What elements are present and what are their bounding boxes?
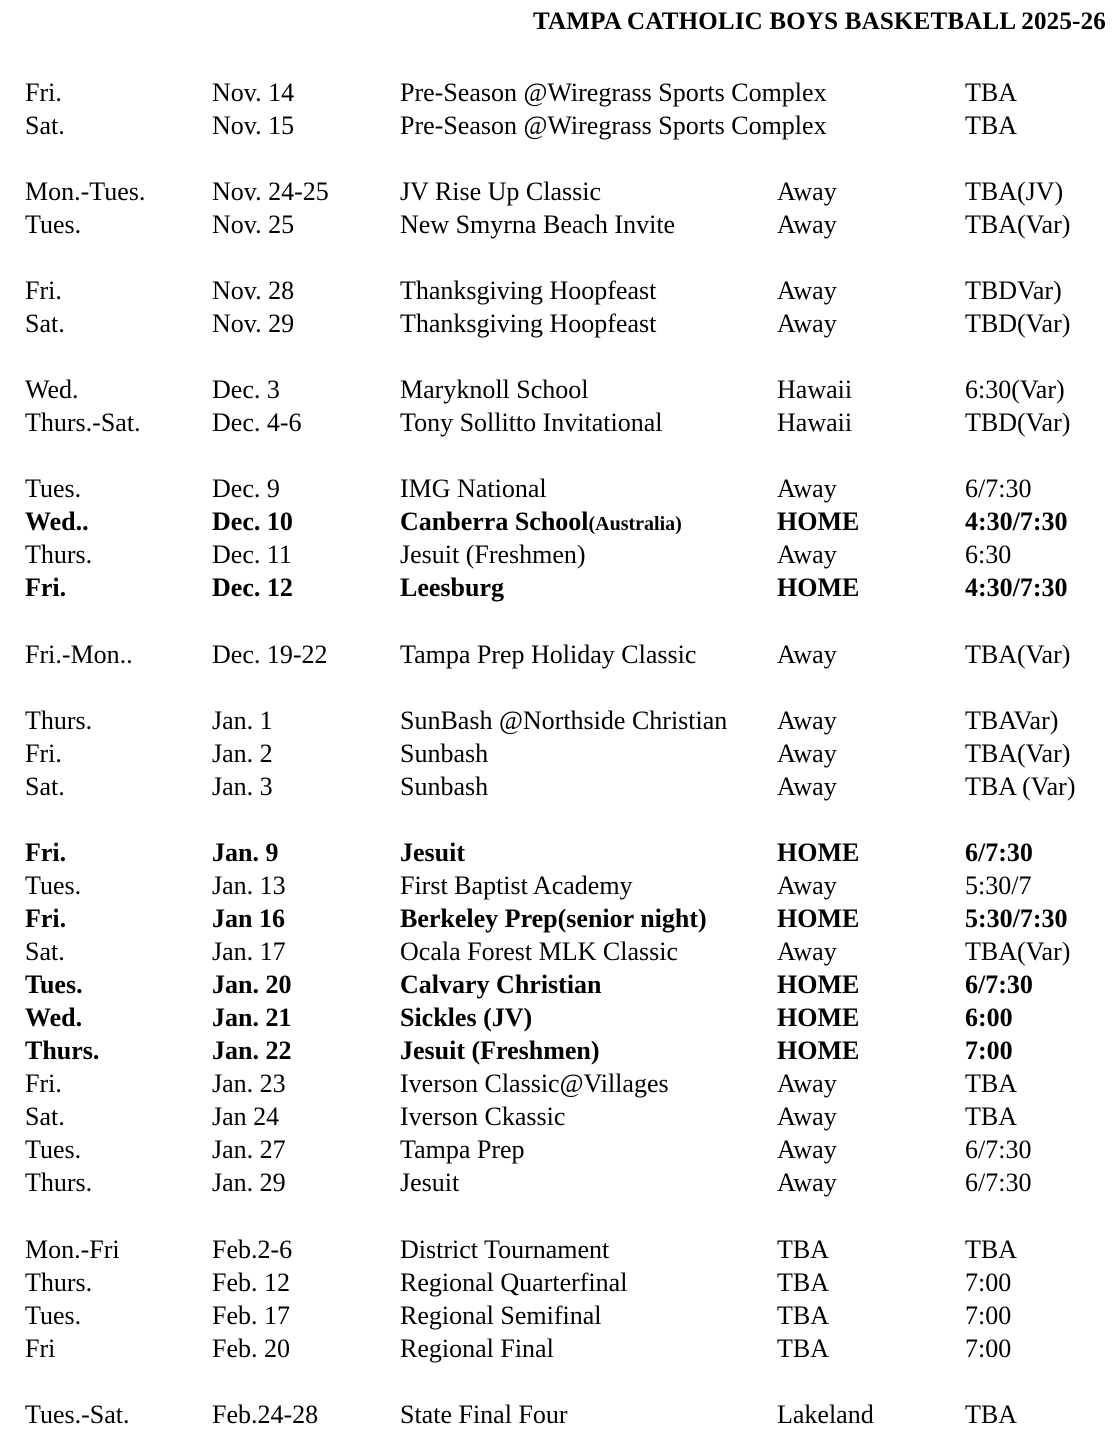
game-time: TBA — [965, 78, 1017, 107]
game-day: Fri. — [25, 276, 62, 305]
game-event: Regional Final — [400, 1334, 554, 1363]
game-time: TBA(Var) — [965, 937, 1071, 966]
game-date: Nov. 15 — [212, 111, 295, 140]
game-time: TBA — [965, 111, 1017, 140]
schedule-row — [0, 1001, 1116, 1034]
game-date: Jan. 22 — [212, 1036, 292, 1065]
game-date: Dec. 19-22 — [212, 640, 328, 669]
game-day: Tues. — [25, 1135, 82, 1164]
game-location: Away — [777, 309, 837, 338]
game-day: Fri. — [25, 78, 62, 107]
game-event: Tony Sollitto Invitational — [400, 408, 663, 437]
game-location: TBA — [777, 1268, 829, 1297]
game-location: Away — [777, 937, 837, 966]
game-day: Thurs. — [25, 1036, 100, 1065]
schedule-row — [0, 505, 1116, 538]
game-time: 7:00 — [965, 1301, 1012, 1330]
game-time: 6:30(Var) — [965, 375, 1065, 404]
game-event: Jesuit — [400, 1168, 460, 1197]
game-date: Feb.2-6 — [212, 1235, 293, 1264]
game-day: Tues. — [25, 970, 83, 999]
game-event: Calvary Christian — [400, 970, 602, 999]
game-event: New Smyrna Beach Invite — [400, 210, 676, 239]
game-date: Jan. 23 — [212, 1069, 286, 1098]
game-event: Sunbash — [400, 772, 489, 801]
game-event: First Baptist Academy — [400, 871, 633, 900]
game-location: Away — [777, 276, 837, 305]
game-event: Pre-Season @Wiregrass Sports Complex — [400, 78, 827, 107]
game-location: TBA — [777, 1334, 829, 1363]
game-date: Feb.24-28 — [212, 1400, 319, 1429]
game-event: Sunbash — [400, 739, 489, 768]
game-day: Sat. — [25, 772, 65, 801]
game-event: Maryknoll School — [400, 375, 589, 404]
game-date: Jan 24 — [212, 1102, 280, 1131]
game-location: Hawaii — [777, 375, 853, 404]
game-time: 6:30 — [965, 540, 1012, 569]
schedule-row — [0, 1067, 1116, 1100]
schedule-row — [0, 1299, 1116, 1332]
game-date: Dec. 11 — [212, 540, 292, 569]
game-time: 6/7:30 — [965, 1135, 1032, 1164]
game-location: HOME — [777, 507, 860, 536]
game-time: 6/7:30 — [965, 838, 1033, 867]
game-date: Nov. 28 — [212, 276, 295, 305]
game-event: State Final Four — [400, 1400, 568, 1429]
schedule-row — [0, 109, 1116, 142]
game-event: Jesuit — [400, 838, 465, 867]
schedule-row — [0, 935, 1116, 968]
game-event: District Tournament — [400, 1235, 610, 1264]
game-event: Regional Quarterfinal — [400, 1268, 628, 1297]
game-date: Dec. 3 — [212, 375, 280, 404]
game-event: Regional Semifinal — [400, 1301, 602, 1330]
schedule-row — [0, 902, 1116, 935]
game-location: TBA — [777, 1301, 829, 1330]
game-time: TBA — [965, 1235, 1017, 1264]
game-time: 4:30/7:30 — [965, 573, 1068, 602]
game-time: TBA(Var) — [965, 210, 1071, 239]
game-location: HOME — [777, 904, 860, 933]
game-event: Canberra School(Australia) — [400, 507, 682, 536]
schedule-row — [0, 571, 1116, 604]
game-event: Sickles (JV) — [400, 1003, 533, 1032]
game-location: Away — [777, 871, 837, 900]
game-day: Wed.. — [25, 507, 89, 536]
game-date: Jan. 29 — [212, 1168, 286, 1197]
game-event: Tampa Prep Holiday Classic — [400, 640, 697, 669]
game-date: Feb. 20 — [212, 1334, 290, 1363]
game-time: TBA — [965, 1102, 1017, 1131]
game-day: Mon.-Fri — [25, 1235, 120, 1264]
game-time: TBD(Var) — [965, 408, 1071, 437]
schedule-row — [0, 1332, 1116, 1365]
game-day: Wed. — [25, 1003, 83, 1032]
schedule-row — [0, 968, 1116, 1001]
game-day: Thurs. — [25, 540, 93, 569]
schedule-row — [0, 836, 1116, 869]
schedule-row — [0, 307, 1116, 340]
game-time: 6/7:30 — [965, 474, 1032, 503]
game-time: TBDVar) — [965, 276, 1062, 305]
game-location: Lakeland — [777, 1400, 874, 1429]
game-time: 7:00 — [965, 1334, 1012, 1363]
schedule-row — [0, 175, 1116, 208]
game-day: Tues. — [25, 871, 82, 900]
game-day: Fri — [25, 1334, 56, 1363]
game-event: IMG National — [400, 474, 547, 503]
schedule-row — [0, 406, 1116, 439]
game-time: TBAVar) — [965, 706, 1059, 735]
game-location: HOME — [777, 838, 860, 867]
game-date: Jan 16 — [212, 904, 285, 933]
game-event: Thanksgiving Hoopfeast — [400, 276, 657, 305]
game-date: Nov. 25 — [212, 210, 295, 239]
game-event-note: (Australia) — [588, 513, 682, 535]
game-location: Away — [777, 1135, 837, 1164]
game-time: 6/7:30 — [965, 970, 1033, 999]
game-location: HOME — [777, 1003, 860, 1032]
game-event: Leesburg — [400, 573, 504, 602]
game-day: Mon.-Tues. — [25, 177, 146, 206]
game-time: 5:30/7:30 — [965, 904, 1068, 933]
game-day: Fri. — [25, 1069, 62, 1098]
game-location: Away — [777, 177, 837, 206]
game-day: Tues. — [25, 1301, 82, 1330]
game-event: Thanksgiving Hoopfeast — [400, 309, 657, 338]
schedule-row — [0, 704, 1116, 737]
schedule-row — [0, 869, 1116, 902]
schedule-row — [0, 274, 1116, 307]
game-day: Sat. — [25, 937, 65, 966]
game-time: TBA — [965, 1400, 1017, 1429]
game-day: Thurs.-Sat. — [25, 408, 141, 437]
game-day: Fri. — [25, 904, 67, 933]
schedule-row — [0, 208, 1116, 241]
game-date: Jan. 3 — [212, 772, 273, 801]
game-event: Pre-Season @Wiregrass Sports Complex — [400, 111, 827, 140]
game-location: Away — [777, 772, 837, 801]
game-location: TBA — [777, 1235, 829, 1264]
game-date: Dec. 4-6 — [212, 408, 302, 437]
game-event: JV Rise Up Classic — [400, 177, 602, 206]
game-event: Iverson Ckassic — [400, 1102, 566, 1131]
game-date: Jan. 13 — [212, 871, 286, 900]
game-location: HOME — [777, 573, 860, 602]
schedule-row — [0, 538, 1116, 571]
game-location: Away — [777, 210, 837, 239]
game-day: Tues.-Sat. — [25, 1400, 130, 1429]
game-date: Dec. 10 — [212, 507, 293, 536]
game-date: Feb. 17 — [212, 1301, 290, 1330]
game-time: 7:00 — [965, 1036, 1013, 1065]
page-title: TAMPA CATHOLIC BOYS BASKETBALL 2025-26 — [533, 8, 1106, 35]
game-event: SunBash @Northside Christian — [400, 706, 728, 735]
game-event: Berkeley Prep(senior night) — [400, 904, 707, 933]
schedule-row — [0, 1034, 1116, 1067]
schedule-row — [0, 472, 1116, 505]
game-day: Fri.-Mon.. — [25, 640, 133, 669]
game-location: Away — [777, 739, 837, 768]
game-day: Fri. — [25, 573, 67, 602]
game-date: Jan. 21 — [212, 1003, 292, 1032]
schedule-row — [0, 1100, 1116, 1133]
game-date: Jan. 2 — [212, 739, 273, 768]
schedule-row — [0, 76, 1116, 109]
game-location: Away — [777, 474, 837, 503]
game-day: Thurs. — [25, 1168, 93, 1197]
game-event: Tampa Prep — [400, 1135, 525, 1164]
schedule-row — [0, 737, 1116, 770]
game-day: Sat. — [25, 1102, 65, 1131]
schedule-row — [0, 1398, 1116, 1431]
game-time: TBA(Var) — [965, 739, 1071, 768]
game-time: TBA(Var) — [965, 640, 1071, 669]
schedule-row — [0, 1233, 1116, 1266]
game-day: Fri. — [25, 739, 62, 768]
schedule-row — [0, 1166, 1116, 1199]
game-location: HOME — [777, 1036, 860, 1065]
schedule-row — [0, 770, 1116, 803]
game-day: Tues. — [25, 474, 82, 503]
game-time: 5:30/7 — [965, 871, 1032, 900]
game-day: Thurs. — [25, 1268, 93, 1297]
game-time: 6:00 — [965, 1003, 1013, 1032]
game-location: Away — [777, 706, 837, 735]
game-time: TBA (Var) — [965, 772, 1076, 801]
game-location: Away — [777, 1102, 837, 1131]
game-day: Fri. — [25, 838, 67, 867]
game-event: Jesuit (Freshmen) — [400, 1036, 600, 1065]
game-day: Wed. — [25, 375, 79, 404]
schedule-row — [0, 1133, 1116, 1166]
game-date: Jan. 9 — [212, 838, 279, 867]
game-event: Jesuit (Freshmen) — [400, 540, 586, 569]
game-day: Sat. — [25, 309, 65, 338]
game-location: Away — [777, 540, 837, 569]
game-time: TBD(Var) — [965, 309, 1071, 338]
game-event: Iverson Classic@Villages — [400, 1069, 669, 1098]
schedule-row — [0, 1266, 1116, 1299]
game-time: TBA — [965, 1069, 1017, 1098]
game-day: Sat. — [25, 111, 65, 140]
game-location: Away — [777, 1069, 837, 1098]
game-date: Nov. 24-25 — [212, 177, 329, 206]
game-date: Nov. 14 — [212, 78, 295, 107]
game-location: Hawaii — [777, 408, 853, 437]
game-day: Tues. — [25, 210, 82, 239]
game-location: Away — [777, 640, 837, 669]
game-day: Thurs. — [25, 706, 93, 735]
game-date: Dec. 12 — [212, 573, 293, 602]
game-date: Nov. 29 — [212, 309, 295, 338]
game-time: 7:00 — [965, 1268, 1012, 1297]
game-location: HOME — [777, 970, 860, 999]
game-location: Away — [777, 1168, 837, 1197]
schedule-row — [0, 373, 1116, 406]
game-date: Jan. 27 — [212, 1135, 286, 1164]
game-date: Jan. 20 — [212, 970, 292, 999]
game-date: Jan. 17 — [212, 937, 286, 966]
game-event: Ocala Forest MLK Classic — [400, 937, 679, 966]
game-time: 6/7:30 — [965, 1168, 1032, 1197]
game-date: Jan. 1 — [212, 706, 273, 735]
game-time: TBA(JV) — [965, 177, 1064, 206]
game-date: Dec. 9 — [212, 474, 280, 503]
game-date: Feb. 12 — [212, 1268, 290, 1297]
game-time: 4:30/7:30 — [965, 507, 1068, 536]
schedule-row — [0, 638, 1116, 671]
